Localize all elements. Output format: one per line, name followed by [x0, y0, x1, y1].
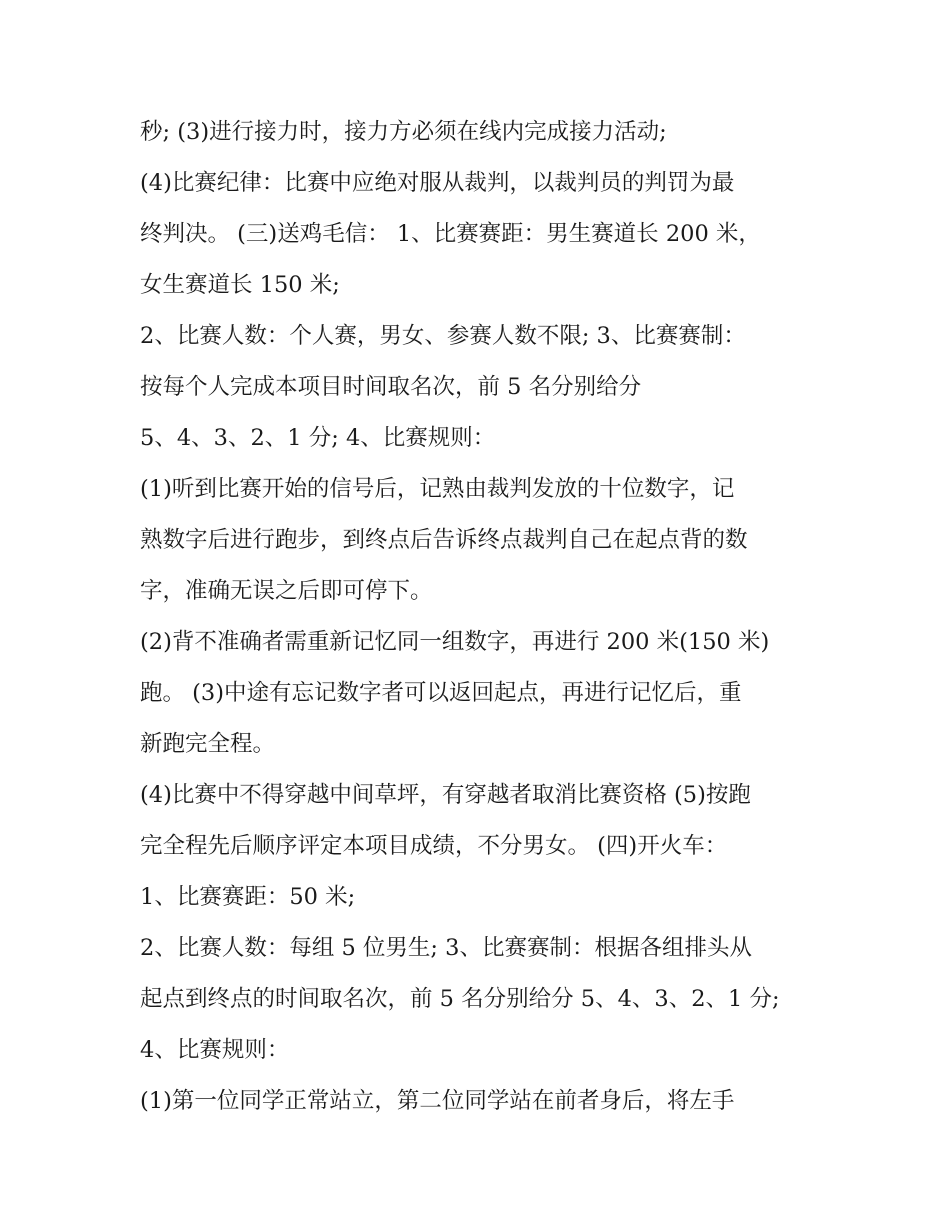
text-line-3: 终判决。 (三)送鸡毛信： 1、比赛赛距：男生赛道长 200 米，: [140, 221, 761, 247]
text-line-6: 按每个人完成本项目时间取名次，前 5 名分别给分: [140, 374, 642, 400]
text-line-1: 秒; (3)进行接力时，接力方必须在线内完成接力活动;: [140, 119, 667, 145]
text-line-20: (1)第一位同学正常站立，第二位同学站在前者身后，将左手: [140, 1088, 735, 1114]
text-line-14: (4)比赛中不得穿越中间草坪，有穿越者取消比赛资格 (5)按跑: [140, 782, 751, 808]
text-line-9: 熟数字后进行跑步，到终点后告诉终点裁判自己在起点背的数: [140, 527, 748, 553]
text-line-11: (2)背不准确者需重新记忆同一组数字，再进行 200 米(150 米): [140, 629, 770, 655]
text-line-16: 1、比赛赛距：50 米;: [140, 884, 356, 910]
text-line-5: 2、比赛人数：个人赛，男女、参赛人数不限; 3、比赛赛制：: [140, 323, 746, 349]
text-line-8: (1)听到比赛开始的信号后，记熟由裁判发放的十位数字，记: [140, 476, 735, 502]
text-line-4: 女生赛道长 150 米;: [140, 272, 340, 298]
text-line-13: 新跑完全程。: [140, 731, 276, 757]
text-line-2: (4)比赛纪律：比赛中应绝对服从裁判，以裁判员的判罚为最: [140, 170, 735, 196]
text-line-15: 完全程先后顺序评定本项目成绩，不分男女。 (四)开火车：: [140, 833, 728, 859]
text-line-18: 起点到终点的时间取名次，前 5 名分别给分 5、4、3、2、1 分;: [140, 986, 780, 1012]
text-line-12: 跑。 (3)中途有忘记数字者可以返回起点，再进行记忆后，重: [140, 680, 742, 706]
text-line-17: 2、比赛人数：每组 5 位男生; 3、比赛赛制：根据各组排头从: [140, 935, 752, 961]
text-line-7: 5、4、3、2、1 分; 4、比赛规则：: [140, 425, 496, 451]
document-body: [140, 107, 830, 1127]
text-line-19: 4、比赛规则：: [140, 1037, 290, 1063]
text-line-10: 字，准确无误之后即可停下。: [140, 578, 433, 604]
